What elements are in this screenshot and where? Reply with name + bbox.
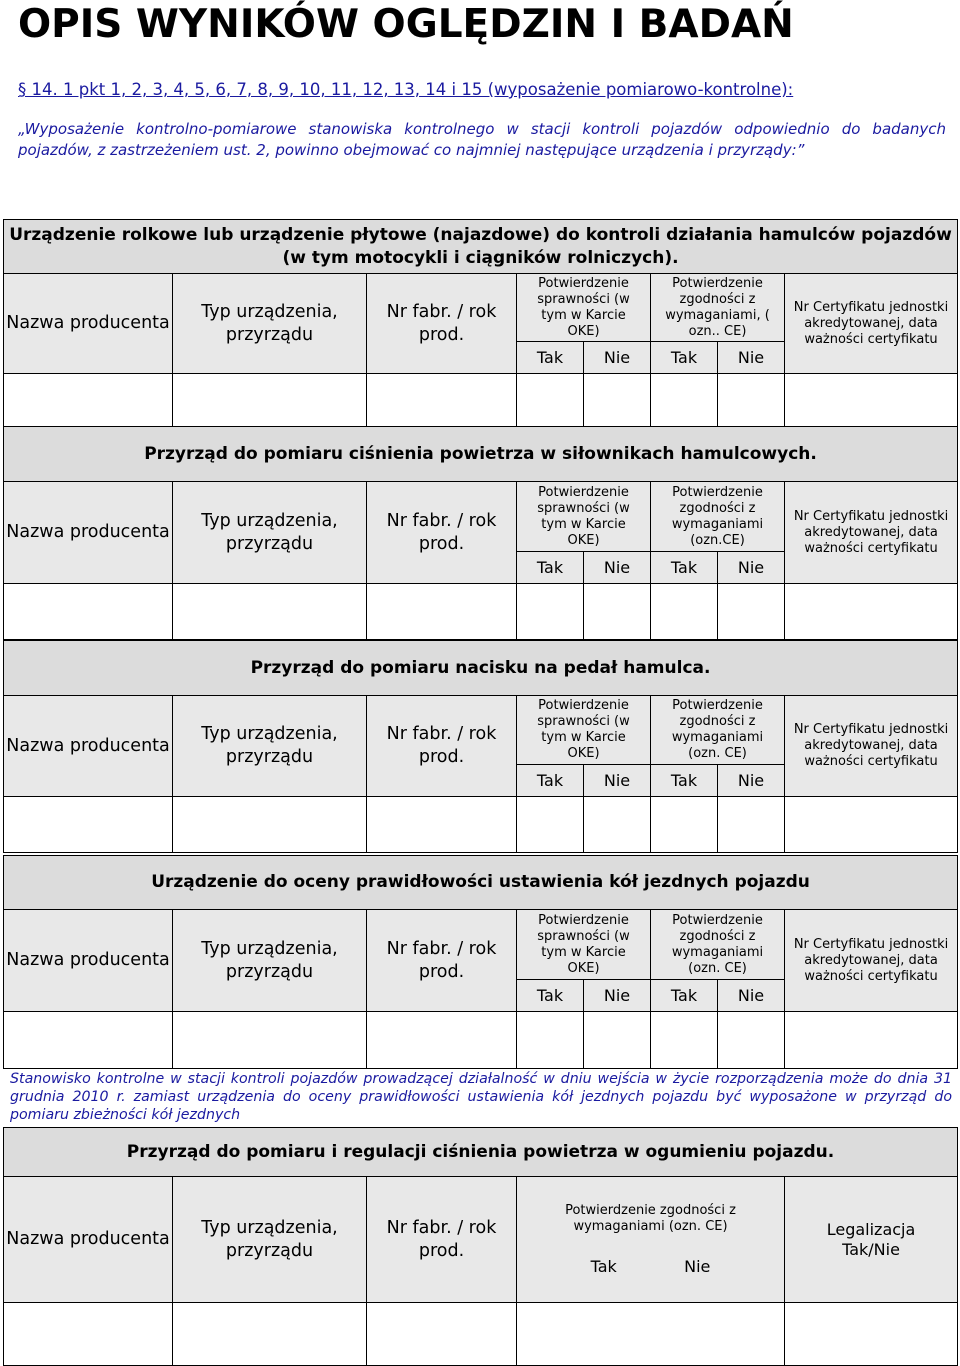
col-conformity: Potwierdzenie zgodności z wymaganiami, ( ozn.. CE) — [651, 274, 785, 342]
data-cell[interactable] — [173, 1012, 367, 1069]
data-cell[interactable] — [651, 584, 718, 640]
col-conformity: Potwierdzenie zgodności z wymaganiami (ozn.CE) — [651, 482, 785, 552]
yes-label: Tak — [517, 980, 584, 1012]
data-cell[interactable] — [718, 374, 785, 427]
yes-label: Tak — [517, 342, 584, 374]
section-table — [3, 640, 958, 853]
col-certificate: Nr Certyfikatu jednostki akredytowanej, data ważności certyfikatu — [785, 274, 958, 374]
data-cell[interactable] — [367, 584, 517, 640]
no-label: Nie — [584, 980, 651, 1012]
col-type: Typ urządzenia, przyrządu — [173, 910, 367, 1012]
col-producer: Nazwa producenta — [4, 696, 173, 797]
transition-note: Stanowisko kontrolne w stacji kontroli pojazdów prowadzącej działalność w dniu wejścia w życie rozporządzenia może do dnia 31 grudnia 2010 r. zamiast urządzenia do oceny prawidłowości ustawienia kół jezdnych pojazdu być wyposażone w przyrząd do pomiaru zbieżności kół jezdnych — [10, 1071, 952, 1123]
data-cell[interactable] — [584, 797, 651, 853]
data-cell[interactable] — [367, 1012, 517, 1069]
no-label: Nie — [718, 765, 785, 797]
yes-label: Tak — [590, 1257, 617, 1276]
section-title: Urządzenie do oceny prawidłowości ustawienia kół jezdnych pojazdu — [4, 856, 958, 910]
col-serial: Nr fabr. / rok prod. — [367, 274, 517, 374]
section-table-tyre-pressure — [3, 1127, 958, 1366]
section-title: Przyrząd do pomiaru ciśnienia powietrza w siłownikach hamulcowych. — [4, 427, 958, 482]
col-certificate: Nr Certyfikatu jednostki akredytowanej, data ważności certyfikatu — [785, 910, 958, 1012]
document-title: OPIS WYNIKÓW OGLĘDZIN I BADAŃ — [18, 2, 794, 47]
data-cell[interactable] — [4, 374, 173, 427]
section-title: Urządzenie rolkowe lub urządzenie płytowe (najazdowe) do kontroli działania hamulców pojazdów (w tym motocykli i ciągników rolniczych). — [4, 220, 958, 274]
col-confirm-efficiency: Potwierdzenie sprawności (w tym w Karcie OKE) — [517, 482, 651, 552]
data-cell[interactable] — [367, 374, 517, 427]
yes-label: Tak — [651, 552, 718, 584]
section-table — [3, 426, 958, 640]
section-title: Przyrząd do pomiaru i regulacji ciśnienia powietrza w ogumieniu pojazdu. — [4, 1128, 958, 1177]
yes-label: Tak — [517, 765, 584, 797]
data-cell[interactable] — [584, 1012, 651, 1069]
col-serial: Nr fabr. / rok prod. — [367, 482, 517, 584]
data-cell[interactable] — [785, 1303, 958, 1366]
data-cell[interactable] — [173, 374, 367, 427]
col-confirm-efficiency: Potwierdzenie sprawności (w tym w Karcie OKE) — [517, 910, 651, 980]
data-cell[interactable] — [651, 1012, 718, 1069]
intro-quote: „Wyposażenie kontrolno-pomiarowe stanowiska kontrolnego w stacji kontroli pojazdów odpowiednio do badanych pojazdów, z zastrzeżeniem ust. 2, powinno obejmować co najmniej następujące urządzenia i przyrządy:” — [18, 120, 946, 159]
col-conformity: Potwierdzenie zgodności z wymaganiami (ozn. CE) — [651, 910, 785, 980]
col-legalization: Legalizacja Tak/Nie — [785, 1177, 958, 1303]
yes-label: Tak — [517, 552, 584, 584]
no-label: Nie — [584, 552, 651, 584]
col-confirm-efficiency: Potwierdzenie sprawności (w tym w Karcie OKE) — [517, 696, 651, 765]
yes-label: Tak — [651, 765, 718, 797]
data-cell[interactable] — [517, 1303, 785, 1366]
col-serial: Nr fabr. / rok prod. — [367, 696, 517, 797]
section-table — [3, 219, 958, 427]
data-cell[interactable] — [173, 1303, 367, 1366]
data-cell[interactable] — [785, 1012, 958, 1069]
col-conformity: Potwierdzenie zgodności z wymaganiami (ozn. CE) — [651, 696, 785, 765]
data-cell[interactable] — [517, 374, 584, 427]
col-type: Typ urządzenia, przyrządu — [173, 482, 367, 584]
no-label: Nie — [684, 1257, 711, 1276]
section-title: Przyrząd do pomiaru nacisku na pedał hamulca. — [4, 641, 958, 696]
data-cell[interactable] — [517, 797, 584, 853]
col-producer: Nazwa producenta — [4, 482, 173, 584]
data-cell[interactable] — [785, 374, 958, 427]
no-label: Nie — [718, 980, 785, 1012]
col-producer: Nazwa producenta — [4, 910, 173, 1012]
data-cell[interactable] — [651, 797, 718, 853]
col-producer: Nazwa producenta — [4, 1177, 173, 1303]
yes-label: Tak — [651, 980, 718, 1012]
no-label: Nie — [718, 342, 785, 374]
data-cell[interactable] — [4, 797, 173, 853]
col-conformity — [517, 1177, 785, 1303]
conformity-label: Potwierdzenie zgodności z wymaganiami (ozn. CE) — [565, 1203, 736, 1234]
data-cell[interactable] — [517, 584, 584, 640]
data-cell[interactable] — [718, 584, 785, 640]
col-type: Typ urządzenia, przyrządu — [173, 696, 367, 797]
col-confirm-efficiency: Potwierdzenie sprawności (w tym w Karcie OKE) — [517, 274, 651, 342]
no-label: Nie — [718, 552, 785, 584]
data-cell[interactable] — [4, 1012, 173, 1069]
data-cell[interactable] — [367, 1303, 517, 1366]
yes-label: Tak — [651, 342, 718, 374]
section-table — [3, 855, 958, 1069]
paragraph-reference: § 14. 1 pkt 1, 2, 3, 4, 5, 6, 7, 8, 9, 10, 11, 12, 13, 14 i 15 (wyposażenie pomiarowo-kontrolne): — [18, 80, 794, 99]
no-label: Nie — [584, 342, 651, 374]
col-type: Typ urządzenia, przyrządu — [173, 1177, 367, 1303]
data-cell[interactable] — [584, 374, 651, 427]
data-cell[interactable] — [4, 1303, 173, 1366]
no-label: Nie — [584, 765, 651, 797]
data-cell[interactable] — [785, 797, 958, 853]
col-certificate: Nr Certyfikatu jednostki akredytowanej, data ważności certyfikatu — [785, 696, 958, 797]
data-cell[interactable] — [173, 797, 367, 853]
data-cell[interactable] — [718, 1012, 785, 1069]
col-producer: Nazwa producenta — [4, 274, 173, 374]
col-type: Typ urządzenia, przyrządu — [173, 274, 367, 374]
data-cell[interactable] — [4, 584, 173, 640]
data-cell[interactable] — [584, 584, 651, 640]
data-cell[interactable] — [785, 584, 958, 640]
data-cell[interactable] — [517, 1012, 584, 1069]
col-serial: Nr fabr. / rok prod. — [367, 910, 517, 1012]
data-cell[interactable] — [173, 584, 367, 640]
col-certificate: Nr Certyfikatu jednostki akredytowanej, data ważności certyfikatu — [785, 482, 958, 584]
data-cell[interactable] — [367, 797, 517, 853]
col-serial: Nr fabr. / rok prod. — [367, 1177, 517, 1303]
data-cell[interactable] — [718, 797, 785, 853]
data-cell[interactable] — [651, 374, 718, 427]
